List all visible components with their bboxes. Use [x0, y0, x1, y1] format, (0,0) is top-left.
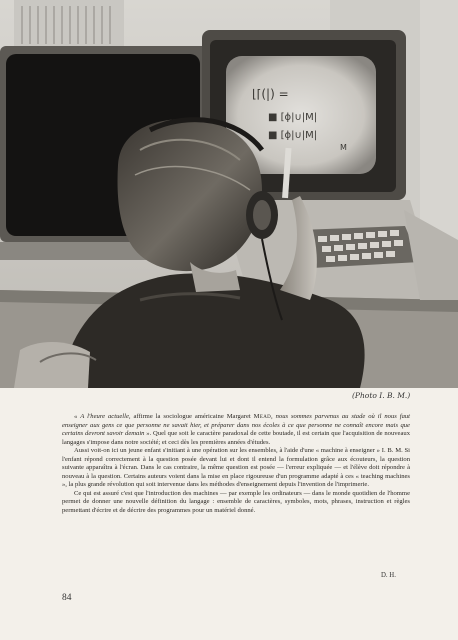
screen-text-3: ■ [ϕ|∪|M| [268, 130, 318, 141]
screen-text-1: ⌊⌈(|) = [252, 87, 289, 101]
paragraph-3: Ce qui est assuré c'est que l'introduction des machines — par exemple les ordinateurs — dans le monde quotidien de l'homme permet de donner une nouvelle définition du langage : ensemble de caractères, symboles, mots, phrases, instruction et règles permettant d'écrire et de décrire des programmes pour un matériel donné. [62, 489, 410, 515]
quote-attribution: affirme la sociologue américaine Margaret [130, 413, 254, 420]
separator: , [271, 413, 276, 420]
screen-text-2: ■ [ϕ|∪|M| [268, 112, 318, 123]
photo-credit: (Photo I. B. M.) [352, 391, 411, 400]
author-initials: D. H. [381, 572, 396, 579]
paragraph-1-rest: Quel que soit le caractère paradoxal de cette boutade, il est certain que l'acquisition de nouveaux langages s'impose dans notre société; et ceci dès les premières années d'études. [62, 430, 411, 446]
sociologist-name: Mead [253, 413, 272, 420]
page-number: 84 [62, 593, 72, 603]
screen-text-4: M [340, 143, 347, 152]
paragraph-1 [62, 413, 410, 447]
paragraph-2: Aussi voit-on ici un jeune enfant s'initiant à une opération sur les ensembles, à l'aide d'une « machine à enseigner » I. B. M. Si l'enfant répond correctement à la question posée devant lui et dont il entend la formulation grâce aux écouteurs, la question suivante apparaîtra à l'écran. Dans le cas contraire, la même question est posée — l'erreur expliquée — et l'élève doit répondre à nouveau à la question. Certains auteurs voient dans la mise en place rigoureuse d'un programme adapté à ces « teaching machines », la plus grande révolution qui soit intervenue dans les méthodes d'enseignement depuis l'invention de l'imprimerie. [62, 447, 410, 489]
close-quote: ». [144, 430, 152, 438]
open-quote: « [74, 413, 81, 420]
quote-rest: nous sommes parvenus au stade où il nous faut enseigner aux gens ce que personne ne savait hier, et préparer dans nos écoles à ce que personne ne connaît encore mais que certains devront savoir demain [62, 413, 411, 438]
article-body [62, 413, 410, 516]
quote-start: A l'heure actuelle, [80, 413, 131, 420]
